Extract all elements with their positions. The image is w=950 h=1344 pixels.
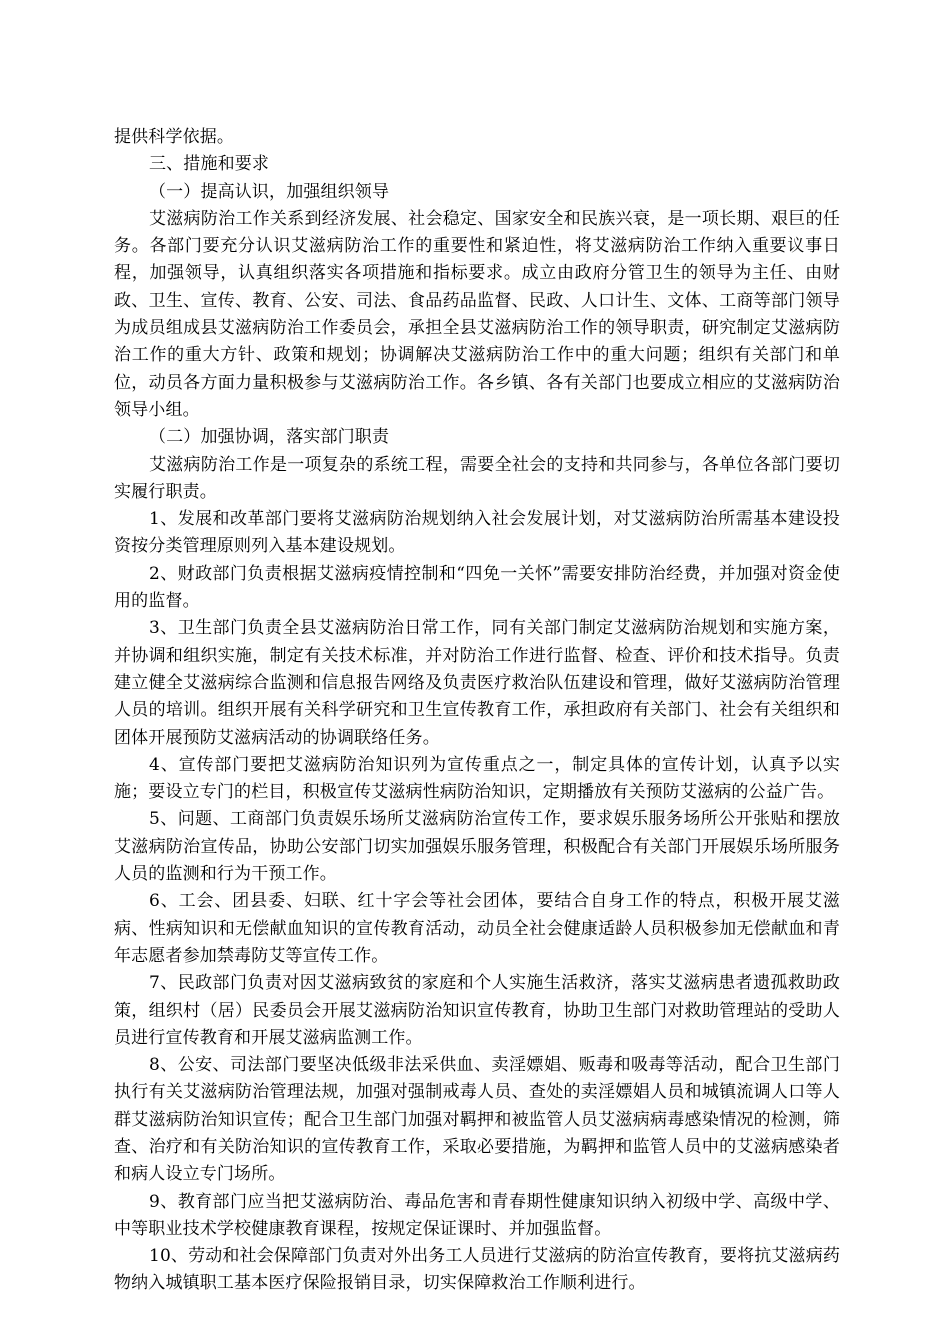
list-item-paragraph: 5、问题、工商部门负责娱乐场所艾滋病防治宣传工作，要求娱乐服务场所公开张贴和摆放艾滋病防治宣传品，协助公安部门切实加强娱乐服务管理，积极配合有关部门开展娱乐场所服务人员的监测和行为干预工作。: [114, 809, 840, 885]
paragraph-continuation: 提供科学依据。: [114, 127, 235, 147]
list-item-paragraph: 7、民政部门负责对因艾滋病致贫的家庭和个人实施生活救济，落实艾滋病患者遗孤救助政策，组织村（居）民委员会开展艾滋病防治知识宣传教育，协助卫生部门对救助管理站的受助人员进行宣传教育和开展艾滋病监测工作。: [114, 973, 840, 1048]
list-item-paragraph: 8、公安、司法部门要坚决低级非法采供血、卖淫嫖娼、贩毒和吸毒等活动，配合卫生部门执行有关艾滋病防治管理法规，加强对强制戒毒人员、查处的卖淫嫖娼人员和城镇流调人口等人群艾滋病防治知识宣传；配合卫生部门加强对羁押和被监管人员艾滋病病毒感染情况的检测，筛查、治疗和有关防治知识的宣传教育工作，采取必要措施，为羁押和监管人员中的艾滋病感染者和病人设立专门场所。: [114, 1055, 840, 1185]
subsection-heading: （二）加强协调，落实部门职责: [149, 427, 390, 448]
list-item-paragraph: 6、工会、团县委、妇联、红十字会等社会团体，要结合自身工作的特点，积极开展艾滋病、性病知识和无偿献血知识的宣传教育活动，动员全社会健康适龄人员积极参加无偿献血和青年志愿者参加禁毒防艾等宣传工作。: [114, 891, 840, 966]
list-item-paragraph: 3、卫生部门负责全县艾滋病防治日常工作，同有关部门制定艾滋病防治规划和实施方案，并协调和组织实施，制定有关技术标准，并对防治工作进行监督、检查、评价和技术指导。负责建立健全艾滋病综合监测和信息报告网络及负责医疗救治队伍建设和管理，做好艾滋病防治管理人员的培训。组织开展有关科学研究和卫生宣传教育工作，承担政府有关部门、社会有关组织和团体开展预防艾滋病活动的协调联络任务。: [114, 618, 840, 748]
body-paragraph: 艾滋病防治工作关系到经济发展、社会稳定、国家安全和民族兴衰，是一项长期、艰巨的任务。各部门要充分认识艾滋病防治工作的重要性和紧迫性，将艾滋病防治工作纳入重要议事日程，加强领导，认真组织落实各项措施和指标要求。成立由政府分管卫生的领导为主任、由财政、卫生、宣传、教育、公安、司法、食品药品监督、民政、人口计生、文体、工商等部门领导为成员组成县艾滋病防治工作委员会，承担全县艾滋病防治工作的领导职责，研究制定艾滋病防治工作的重大方针、政策和规划；协调解决艾滋病防治工作中的重大问题；组织有关部门和单位，动员各方面力量积极参与艾滋病防治工作。各乡镇、各有关部门也要成立相应的艾滋病防治领导小组。: [114, 208, 840, 420]
list-item-paragraph: 10、劳动和社会保障部门负责对外出务工人员进行艾滋病的防治宣传教育，要将抗艾滋病药物纳入城镇职工基本医疗保险报销目录，切实保障救治工作顺利进行。: [114, 1246, 840, 1294]
list-item-paragraph: 2、财政部门负责根据艾滋病疫情控制和“四免一关怀”需要安排防治经费，并加强对资金使用的监督。: [114, 563, 840, 612]
body-paragraph: 艾滋病防治工作是一项复杂的系统工程，需要全社会的支持和共同参与，各单位各部门要切实履行职责。: [114, 454, 840, 502]
list-item-paragraph: 4、宣传部门要把艾滋病防治知识列为宣传重点之一，制定具体的宣传计划，认真予以实施；要设立专门的栏目，积极宣传艾滋病性病防治知识，定期播放有关预防艾滋病的公益广告。: [114, 754, 840, 803]
list-item-paragraph: 1、发展和改革部门要将艾滋病防治规划纳入社会发展计划，对艾滋病防治所需基本建设投资按分类管理原则列入基本建设规划。: [114, 509, 840, 557]
section-heading: 三、措施和要求: [149, 154, 270, 175]
subsection-heading: （一）提高认识，加强组织领导: [149, 181, 390, 202]
list-item-paragraph: 9、教育部门应当把艾滋病防治、毒品危害和青春期性健康知识纳入初级中学、高级中学、中等职业技术学校健康教育课程，按规定保证课时、并加强监督。: [114, 1191, 840, 1239]
document-body: [114, 124, 840, 1298]
